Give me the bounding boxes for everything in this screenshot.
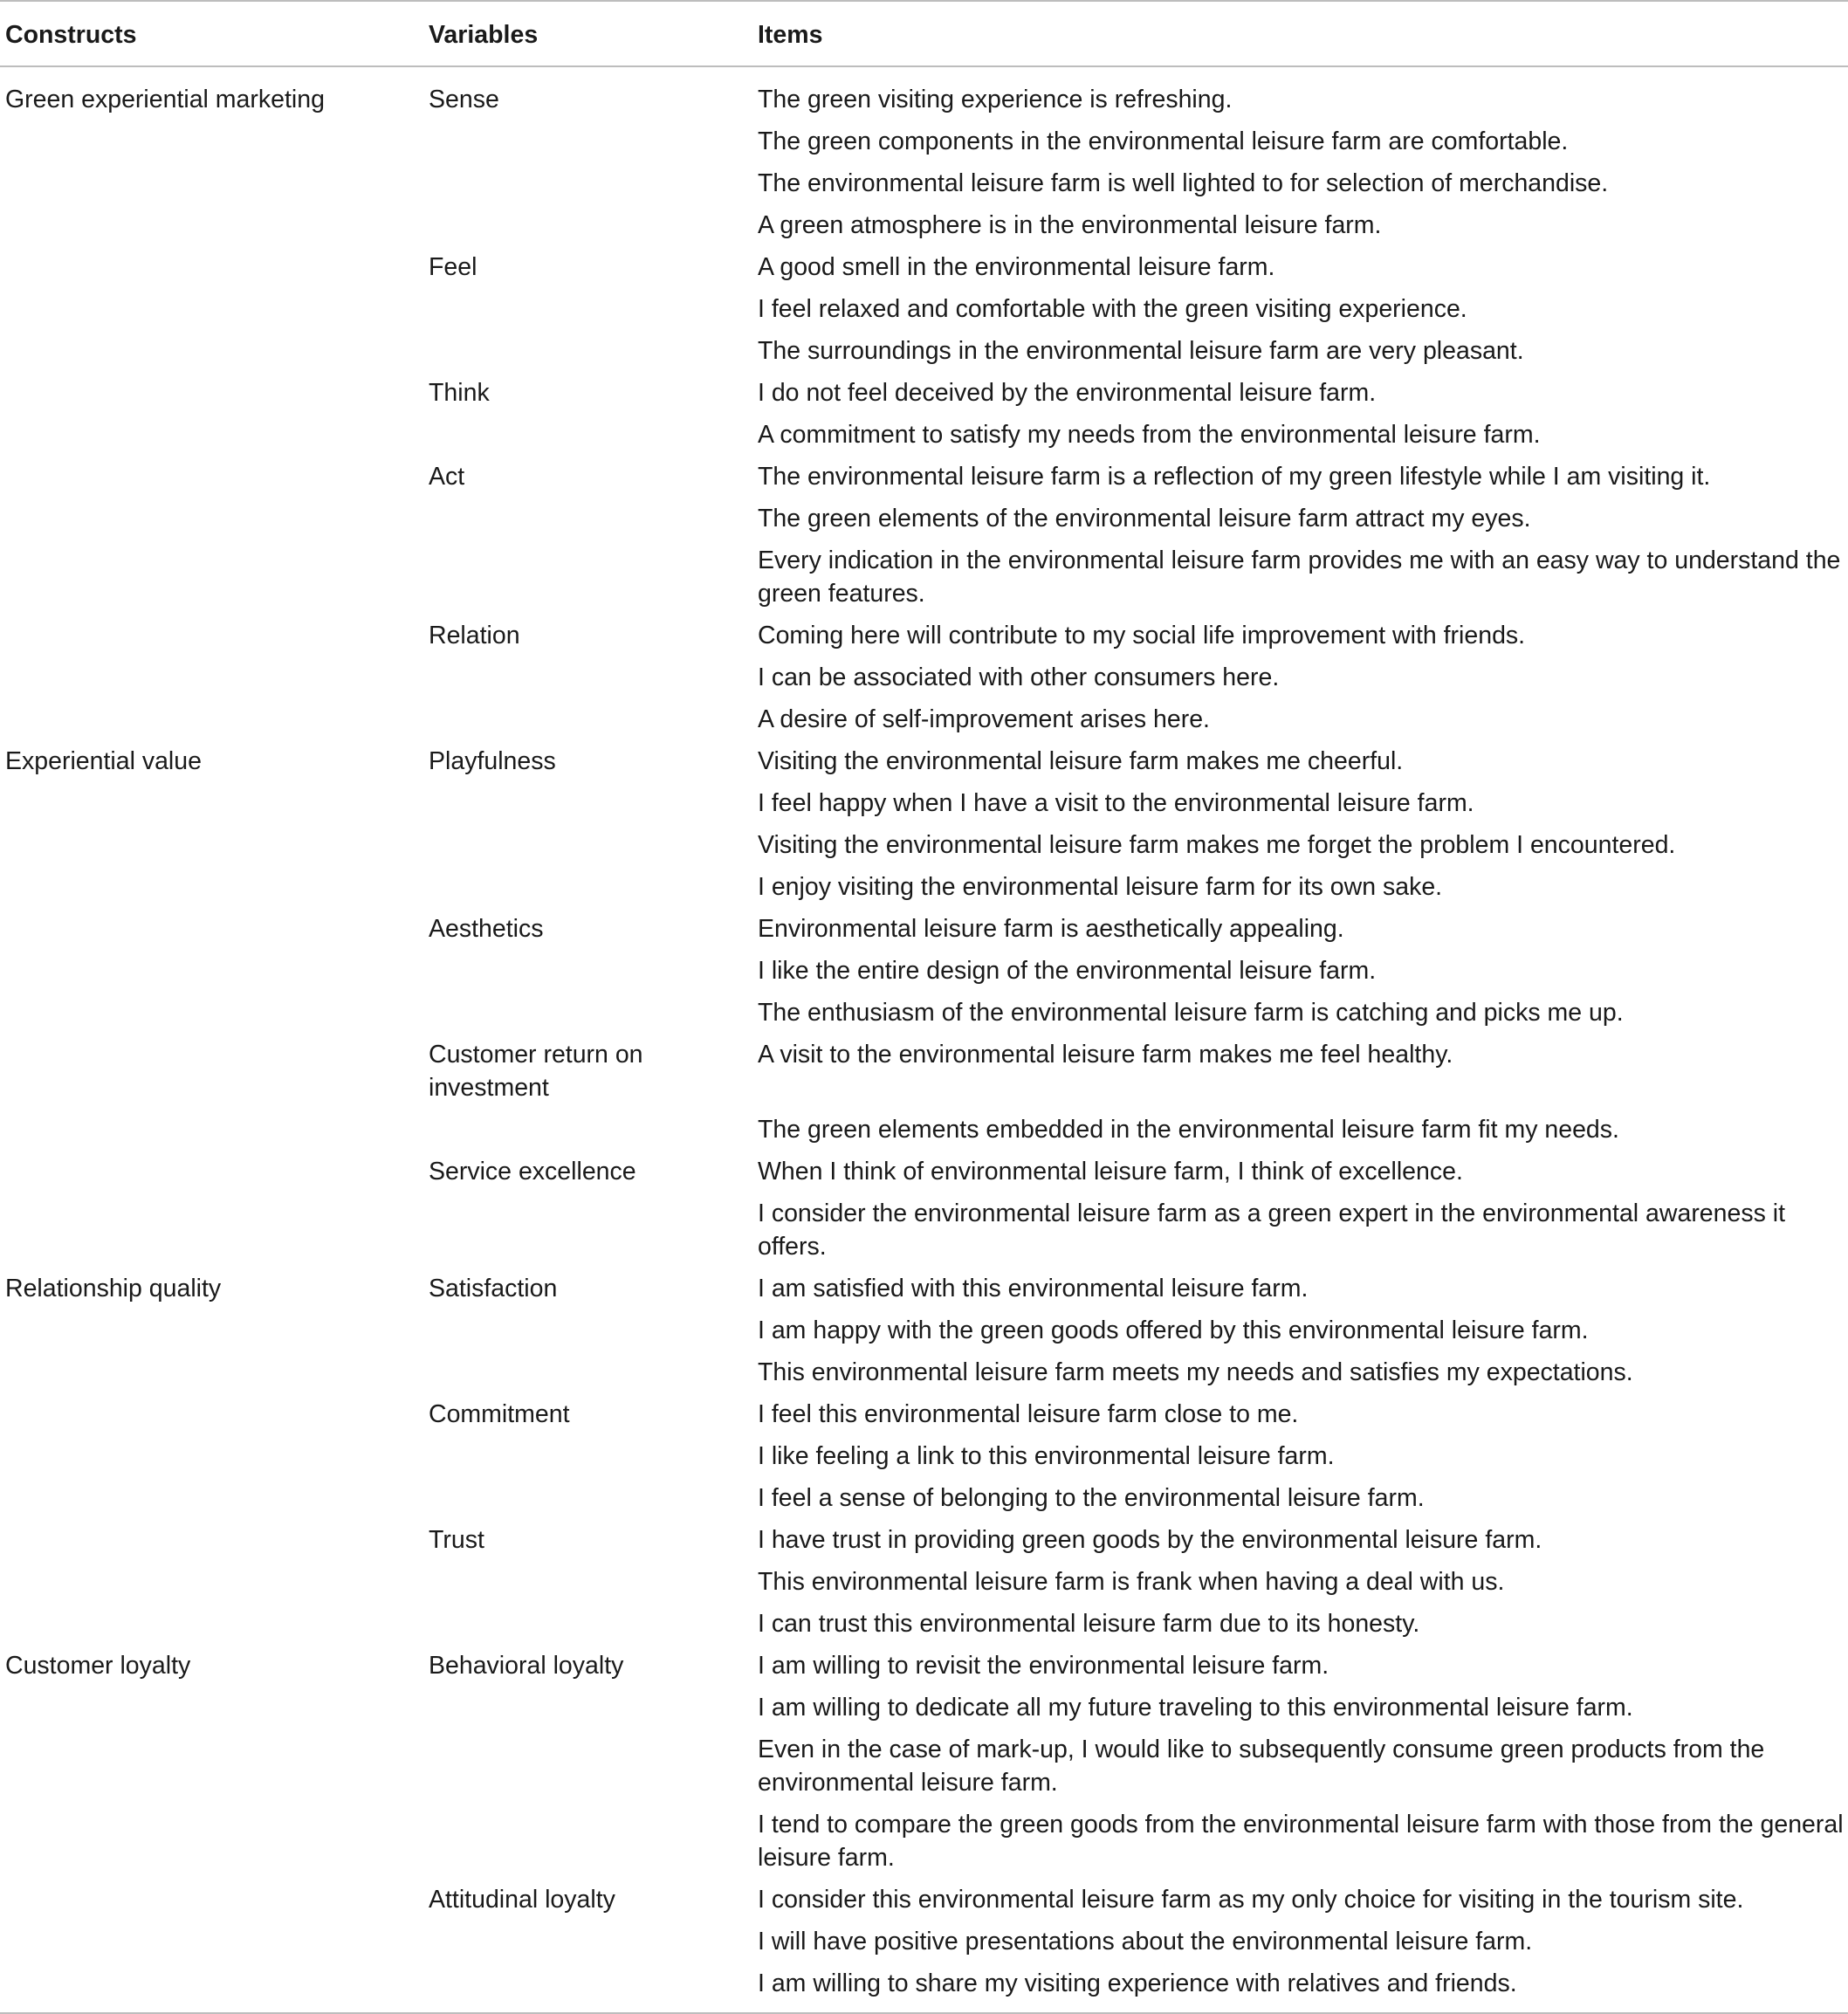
table-body <box>0 66 1848 2012</box>
table-row <box>0 656 1848 698</box>
table-row <box>0 204 1848 246</box>
variable-cell: Sense <box>429 86 499 113</box>
construct-cell <box>0 1034 423 1109</box>
item-cell: I feel relaxed and comfortable with the green visiting experience. <box>758 295 1467 323</box>
variable-cell <box>423 330 752 372</box>
item-cell: The green elements embedded in the environmental leisure farm fit my needs. <box>758 1116 1619 1144</box>
table-row <box>0 456 1848 498</box>
item-cell: I consider the environmental leisure farm as a green expert in the environmental awareness it offers. <box>758 1199 1786 1261</box>
header-variables: Variables <box>429 21 539 49</box>
variable-cell: Think <box>429 379 490 407</box>
table-row <box>0 866 1848 908</box>
table-header <box>0 1 1848 66</box>
construct-cell: Experiential value <box>5 747 202 775</box>
item-cell: A commitment to satisfy my needs from the environmental leisure farm. <box>758 421 1541 449</box>
construct-cell <box>0 1879 423 1921</box>
variable-cell <box>423 782 752 824</box>
variable-cell <box>423 1921 752 1962</box>
construct-cell <box>0 120 423 162</box>
table-row <box>0 1351 1848 1393</box>
item-cell: A visit to the environmental leisure farm makes me feel healthy. <box>758 1041 1453 1069</box>
variable-cell <box>423 204 752 246</box>
variable-cell: Aesthetics <box>429 915 544 943</box>
construct-cell <box>0 656 423 698</box>
variable-cell <box>423 866 752 908</box>
variable-cell <box>423 698 752 740</box>
variable-cell <box>423 1804 752 1879</box>
construct-cell <box>0 1151 423 1193</box>
variable-cell: Commitment <box>429 1400 570 1428</box>
table-row <box>0 66 1848 120</box>
item-cell: Every indication in the environmental leisure farm provides me with an easy way to understand the green features. <box>758 546 1841 608</box>
variable-cell <box>423 1477 752 1519</box>
construct-cell: Relationship quality <box>5 1275 222 1303</box>
construct-cell <box>0 1962 423 2012</box>
item-cell: A good smell in the environmental leisure farm. <box>758 253 1275 281</box>
item-cell: I have trust in providing green goods by the environmental leisure farm. <box>758 1526 1542 1554</box>
item-cell: I can trust this environmental leisure farm due to its honesty. <box>758 1610 1420 1638</box>
table-row <box>0 950 1848 992</box>
variable-cell: Feel <box>429 253 477 281</box>
construct-cell <box>0 1687 423 1729</box>
table-row <box>0 782 1848 824</box>
table-row <box>0 1921 1848 1962</box>
table-row <box>0 1393 1848 1435</box>
item-cell: This environmental leisure farm meets my needs and satisfies my expectations. <box>758 1358 1633 1386</box>
item-cell: I feel a sense of belonging to the environmental leisure farm. <box>758 1484 1425 1512</box>
variable-cell <box>423 1687 752 1729</box>
item-cell: The green visiting experience is refreshing. <box>758 86 1233 113</box>
variable-cell <box>423 1962 752 2012</box>
table-row <box>0 120 1848 162</box>
variable-cell <box>423 992 752 1034</box>
variable-cell <box>423 824 752 866</box>
construct-cell <box>0 540 423 615</box>
construct-cell: Customer loyalty <box>5 1652 191 1680</box>
table-row <box>0 698 1848 740</box>
construct-cell <box>0 330 423 372</box>
construct-cell: Green experiential marketing <box>5 86 325 113</box>
variable-cell <box>423 1309 752 1351</box>
variable-cell: Satisfaction <box>429 1275 558 1303</box>
header-row <box>0 1 1848 66</box>
variable-cell: Trust <box>429 1526 484 1554</box>
variable-cell <box>423 950 752 992</box>
variable-cell <box>423 1729 752 1804</box>
variable-cell: Service excellence <box>429 1158 636 1186</box>
table-row <box>0 540 1848 615</box>
construct-cell <box>0 246 423 288</box>
construct-cell <box>0 456 423 498</box>
construct-cell <box>0 615 423 656</box>
table-row <box>0 1151 1848 1193</box>
item-cell: The green elements of the environmental leisure farm attract my eyes. <box>758 505 1531 533</box>
table-row <box>0 1879 1848 1921</box>
item-cell: I consider this environmental leisure farm as my only choice for visiting in the tourism site. <box>758 1886 1744 1914</box>
construct-cell <box>0 204 423 246</box>
table-row <box>0 1435 1848 1477</box>
table-row <box>0 1519 1848 1561</box>
table-row <box>0 908 1848 950</box>
item-cell: I am willing to dedicate all my future traveling to this environmental leisure farm. <box>758 1694 1633 1722</box>
item-cell: I am satisfied with this environmental leisure farm. <box>758 1275 1309 1303</box>
table-row <box>0 615 1848 656</box>
variable-cell <box>423 162 752 204</box>
construct-cell <box>0 1351 423 1393</box>
construct-cell <box>0 1393 423 1435</box>
variable-cell <box>423 1561 752 1603</box>
variable-cell: Attitudinal loyalty <box>429 1886 615 1914</box>
header-items: Items <box>758 21 823 49</box>
construct-cell <box>0 1804 423 1879</box>
variable-cell: Playfulness <box>429 747 556 775</box>
item-cell: The green components in the environmental leisure farm are comfortable. <box>758 127 1569 155</box>
table-row <box>0 1034 1848 1109</box>
construct-cell <box>0 1477 423 1519</box>
item-cell: I enjoy visiting the environmental leisure farm for its own sake. <box>758 873 1443 901</box>
item-cell: Even in the case of mark-up, I would like to subsequently consume green products from the environmental leisure farm. <box>758 1736 1765 1797</box>
construct-cell <box>0 1921 423 1962</box>
variable-cell: Customer return on investment <box>429 1041 643 1102</box>
table-row <box>0 288 1848 330</box>
construct-cell <box>0 162 423 204</box>
construct-cell <box>0 908 423 950</box>
table-row <box>0 1645 1848 1687</box>
variable-cell <box>423 498 752 540</box>
item-cell: I am willing to share my visiting experience with relatives and friends. <box>758 1969 1517 1997</box>
construct-cell <box>0 1109 423 1151</box>
item-cell: Coming here will contribute to my social life improvement with friends. <box>758 622 1526 650</box>
construct-cell <box>0 1729 423 1804</box>
construct-cell <box>0 1193 423 1268</box>
item-cell: When I think of environmental leisure farm, I think of excellence. <box>758 1158 1463 1186</box>
table-row <box>0 1962 1848 2012</box>
variable-cell <box>423 1193 752 1268</box>
variable-cell <box>423 120 752 162</box>
table-row <box>0 414 1848 456</box>
item-cell: Visiting the environmental leisure farm makes me cheerful. <box>758 747 1404 775</box>
variable-cell <box>423 540 752 615</box>
item-cell: The environmental leisure farm is a reflection of my green lifestyle while I am visiting it. <box>758 463 1711 491</box>
item-cell: I am willing to revisit the environmental leisure farm. <box>758 1652 1329 1680</box>
item-cell: A desire of self-improvement arises here. <box>758 705 1210 733</box>
variable-cell <box>423 1351 752 1393</box>
item-cell: I am happy with the green goods offered by this environmental leisure farm. <box>758 1316 1589 1344</box>
construct-cell <box>0 414 423 456</box>
item-cell: The environmental leisure farm is well lighted to for selection of merchandise. <box>758 169 1609 197</box>
item-cell: A green atmosphere is in the environmental leisure farm. <box>758 211 1382 239</box>
variable-cell <box>423 1109 752 1151</box>
item-cell: The enthusiasm of the environmental leisure farm is catching and picks me up. <box>758 999 1624 1027</box>
construct-cell <box>0 1561 423 1603</box>
construct-cell <box>0 782 423 824</box>
item-cell: I feel happy when I have a visit to the environmental leisure farm. <box>758 789 1474 817</box>
variable-cell: Act <box>429 463 465 491</box>
construct-cell <box>0 950 423 992</box>
table-row <box>0 1729 1848 1804</box>
construct-cell <box>0 824 423 866</box>
construct-cell <box>0 1519 423 1561</box>
table-row <box>0 498 1848 540</box>
item-cell: I will have positive presentations about the environmental leisure farm. <box>758 1928 1533 1956</box>
item-cell: Environmental leisure farm is aesthetically appealing. <box>758 915 1344 943</box>
table-row <box>0 246 1848 288</box>
variable-cell <box>423 414 752 456</box>
table-row <box>0 992 1848 1034</box>
variable-cell: Relation <box>429 622 520 650</box>
item-cell: The surroundings in the environmental leisure farm are very pleasant. <box>758 337 1524 365</box>
item-cell: This environmental leisure farm is frank when having a deal with us. <box>758 1568 1505 1596</box>
table-row <box>0 1687 1848 1729</box>
header-constructs: Constructs <box>5 21 137 49</box>
variable-cell <box>423 1603 752 1645</box>
table-row <box>0 372 1848 414</box>
table-row <box>0 1603 1848 1645</box>
table-row <box>0 1193 1848 1268</box>
construct-cell <box>0 288 423 330</box>
table-row <box>0 824 1848 866</box>
table-row <box>0 1477 1848 1519</box>
item-cell: I tend to compare the green goods from the environmental leisure farm with those from the general leisure farm. <box>758 1811 1844 1872</box>
table-row <box>0 740 1848 782</box>
item-cell: I like the entire design of the environmental leisure farm. <box>758 957 1377 985</box>
item-cell: Visiting the environmental leisure farm makes me forget the problem I encountered. <box>758 831 1676 859</box>
item-cell: I can be associated with other consumers here. <box>758 663 1280 691</box>
construct-cell <box>0 1309 423 1351</box>
construct-cell <box>0 498 423 540</box>
table-row <box>0 1109 1848 1151</box>
item-cell: I like feeling a link to this environmental leisure farm. <box>758 1442 1335 1470</box>
construct-cell <box>0 992 423 1034</box>
construct-cell <box>0 1435 423 1477</box>
construct-cell <box>0 1603 423 1645</box>
item-cell: I do not feel deceived by the environmental leisure farm. <box>758 379 1377 407</box>
construct-cell <box>0 372 423 414</box>
variable-cell <box>423 1435 752 1477</box>
variable-cell <box>423 288 752 330</box>
construct-cell <box>0 698 423 740</box>
item-cell: I feel this environmental leisure farm close to me. <box>758 1400 1299 1428</box>
table-row <box>0 1309 1848 1351</box>
variable-cell: Behavioral loyalty <box>429 1652 624 1680</box>
table-row <box>0 162 1848 204</box>
table-row <box>0 1804 1848 1879</box>
variable-cell <box>423 656 752 698</box>
table-row <box>0 1268 1848 1309</box>
construct-cell <box>0 866 423 908</box>
table-row <box>0 1561 1848 1603</box>
table-row <box>0 330 1848 372</box>
